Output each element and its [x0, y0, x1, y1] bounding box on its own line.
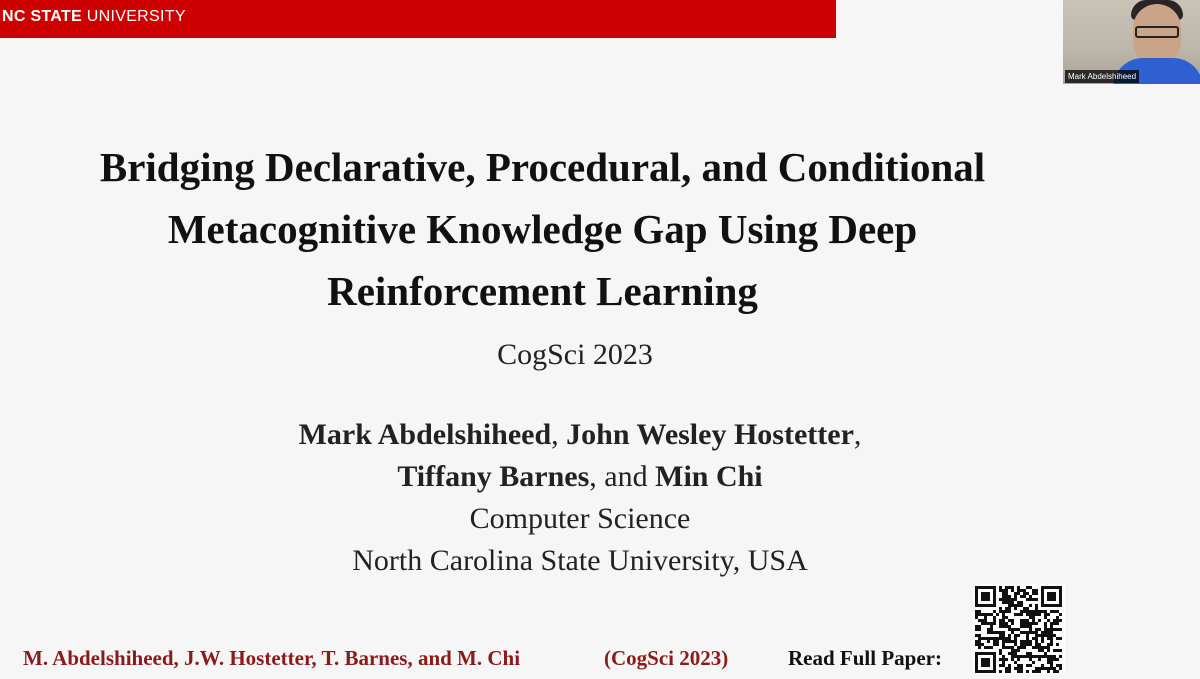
- author-separator-1: ,: [551, 418, 567, 451]
- webcam-glasses: [1135, 26, 1179, 38]
- author-4: Min Chi: [655, 460, 763, 493]
- author-separator-2: ,: [853, 418, 862, 451]
- conference-venue: CogSci 2023: [497, 338, 653, 371]
- footer-citation-venue: (CogSci 2023): [604, 646, 729, 670]
- university-banner: [0, 0, 836, 38]
- webcam-participant-name: Mark Abdelshiheed: [1065, 70, 1139, 83]
- footer-citation: M. Abdelshiheed, J.W. Hostetter, T. Barnes, and M. Chi: [23, 646, 521, 670]
- qr-code-graphic: [973, 584, 1065, 674]
- webcam-tile[interactable]: [1063, 0, 1200, 84]
- slide-title-line-3: Reinforcement Learning: [327, 268, 758, 314]
- author-3: Tiffany Barnes: [397, 460, 590, 493]
- institution: North Carolina State University, USA: [352, 544, 808, 577]
- author-line-1: [0, 414, 1160, 456]
- slide-title-line-1: Bridging Declarative, Procedural, and Conditional: [99, 144, 986, 190]
- qr-code-modules: [975, 586, 1062, 673]
- author-2: John Wesley Hostetter: [566, 418, 854, 451]
- author-separator-3: , and: [589, 460, 656, 493]
- qr-code-icon[interactable]: [973, 584, 1065, 674]
- author-line-2: [0, 456, 1160, 498]
- author-list: [0, 414, 1160, 498]
- department: Computer Science: [469, 502, 691, 535]
- author-1: Mark Abdelshiheed: [298, 418, 552, 451]
- university-wordmark-bold: NC STATE: [2, 8, 83, 25]
- slide-title-line-2: Metacognitive Knowledge Gap Using Deep: [167, 206, 918, 252]
- university-wordmark-rest: UNIVERSITY: [82, 8, 186, 25]
- slide-title: [0, 136, 1085, 322]
- university-wordmark: [2, 8, 186, 26]
- read-full-paper-label: Read Full Paper:: [788, 646, 942, 670]
